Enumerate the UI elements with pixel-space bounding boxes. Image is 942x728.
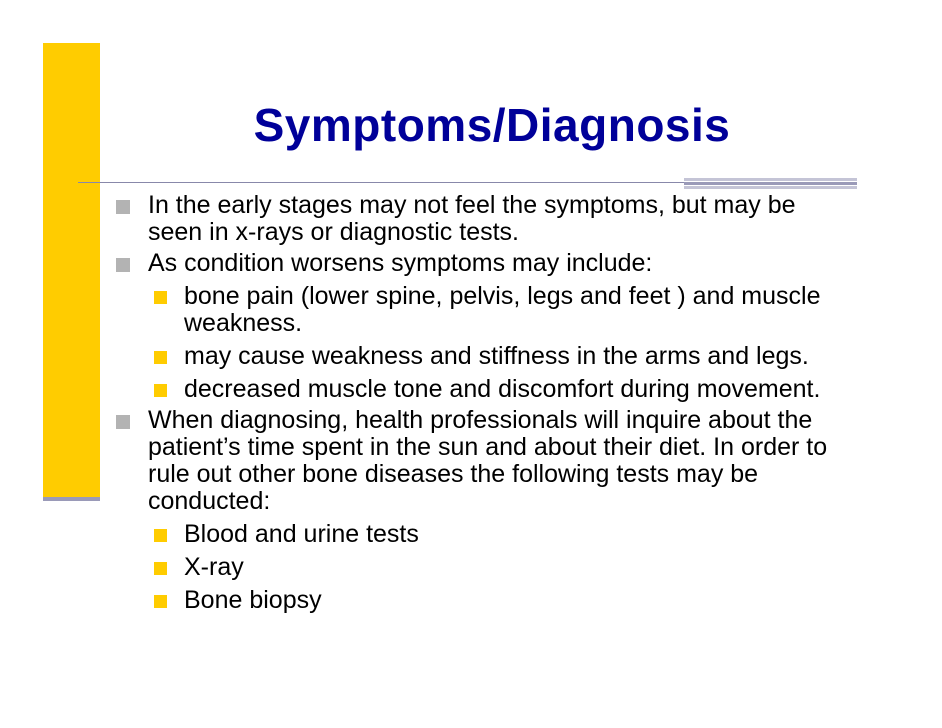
square-bullet-icon bbox=[116, 258, 130, 272]
title-divider-block bbox=[684, 178, 857, 189]
bullet-item bbox=[112, 250, 832, 403]
divider-stripe bbox=[684, 178, 857, 181]
accent-bar-shadow bbox=[43, 497, 100, 501]
sub-bullet-item bbox=[148, 554, 832, 581]
bullet-item bbox=[112, 192, 832, 246]
slide-title: Symptoms/Diagnosis bbox=[253, 99, 731, 151]
sub-bullet-item bbox=[148, 343, 832, 370]
accent-bar bbox=[43, 43, 100, 497]
sub-bullet-item bbox=[148, 283, 832, 337]
bullet-text: When diagnosing, health professionals will inquire about the patient’s time spent in the sun and about their diet. In order to rule out other bone diseases the following tests may be conducted: bbox=[148, 406, 828, 515]
square-bullet-icon bbox=[116, 200, 130, 214]
divider-stripe bbox=[684, 182, 857, 185]
slide-content bbox=[112, 192, 832, 618]
square-bullet-icon bbox=[154, 529, 167, 542]
sub-bullet-item bbox=[148, 521, 832, 548]
bullet-text: As condition worsens symptoms may include: bbox=[148, 249, 653, 277]
square-bullet-icon bbox=[154, 595, 167, 608]
title-divider-line bbox=[78, 182, 684, 183]
square-bullet-icon bbox=[116, 415, 130, 429]
divider-stripe bbox=[684, 186, 857, 189]
sub-bullet-text: decreased muscle tone and discomfort during movement. bbox=[184, 375, 821, 403]
sub-bullet-text: Bone biopsy bbox=[184, 586, 322, 614]
square-bullet-icon bbox=[154, 291, 167, 304]
sub-bullet-list bbox=[148, 521, 832, 614]
bullet-item bbox=[112, 407, 832, 614]
bullet-list bbox=[112, 192, 832, 614]
square-bullet-icon bbox=[154, 384, 167, 397]
sub-bullet-text: X-ray bbox=[184, 553, 244, 581]
sub-bullet-item bbox=[148, 587, 832, 614]
sub-bullet-text: may cause weakness and stiffness in the arms and legs. bbox=[184, 342, 809, 370]
sub-bullet-text: Blood and urine tests bbox=[184, 520, 419, 548]
sub-bullet-text: bone pain (lower spine, pelvis, legs and feet ) and muscle weakness. bbox=[184, 282, 821, 337]
square-bullet-icon bbox=[154, 351, 167, 364]
square-bullet-icon bbox=[154, 562, 167, 575]
sub-bullet-list bbox=[148, 283, 832, 403]
sub-bullet-item bbox=[148, 376, 832, 403]
bullet-text: In the early stages may not feel the symptoms, but may be seen in x-rays or diagnostic tests. bbox=[148, 191, 796, 246]
